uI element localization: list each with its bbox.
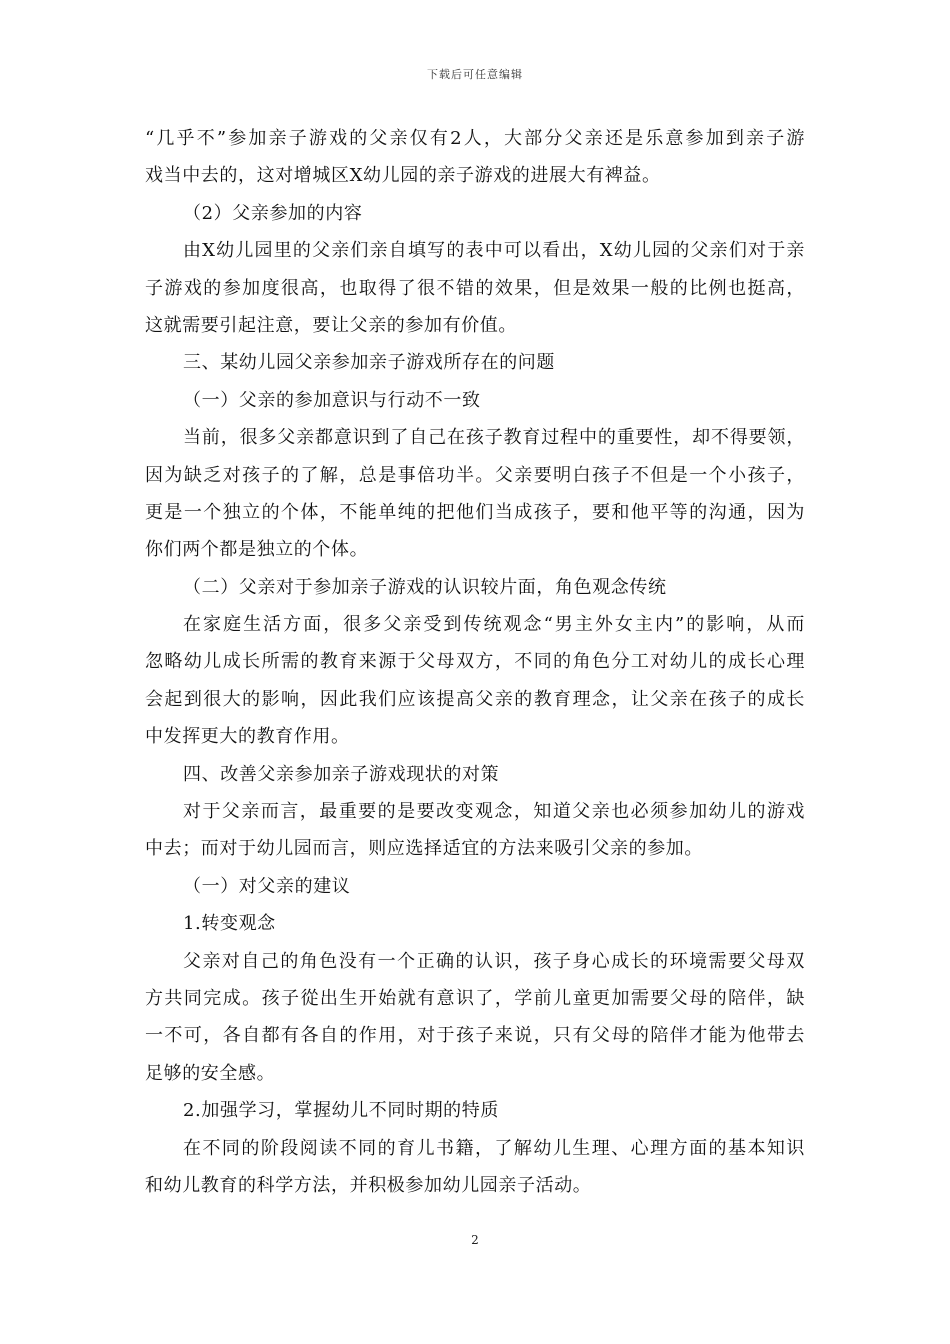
text-line: 你们两个都是独立的个体。 xyxy=(145,539,369,561)
text-line: 更是一个独立的个体，不能单纯的把他们当成孩子，要和他平等的沟通，因为 xyxy=(145,501,805,523)
text-line: 一不可，各自都有各自的作用，对于孩子来说，只有父母的陪伴才能为他带去 xyxy=(145,1025,805,1047)
text-line: 这就需要引起注意，要让父亲的参加有价值。 xyxy=(145,314,517,336)
subsection-heading: （一）对父亲的建议 xyxy=(183,875,351,897)
text-line: 中去；而对于幼儿园而言，则应选择适宜的方法来吸引父亲的参加。 xyxy=(145,838,703,860)
section-heading: 四、改善父亲参加亲子游戏现状的对策 xyxy=(183,763,500,785)
page-number: 2 xyxy=(471,1233,479,1247)
subsection-heading: （二）父亲对于参加亲子游戏的认识较片面，角色观念传统 xyxy=(183,576,667,598)
text-line: 子游戏的参加度很高，也取得了很不错的效果，但是效果一般的比例也挺高， xyxy=(145,277,805,299)
text-line: 会起到很大的影响，因此我们应该提高父亲的教育理念，让父亲在孩子的成长 xyxy=(145,688,805,710)
subsection-heading: （2）父亲参加的内容 xyxy=(183,202,363,224)
text-line: “几乎不”参加亲子游戏的父亲仅有2人，大部分父亲还是乐意参加到亲子游 xyxy=(145,128,805,149)
text-line: 中发挥更大的教育作用。 xyxy=(145,726,350,748)
text-line: 当前，很多父亲都意识到了自己在孩子教育过程中的重要性，却不得要领， xyxy=(183,427,805,449)
text-line: 在不同的阶段阅读不同的育儿书籍，了解幼儿生理、心理方面的基本知识 xyxy=(183,1137,805,1159)
text-line: 由X幼儿园里的父亲们亲自填写的表中可以看出，X幼儿园的父亲们对于亲 xyxy=(183,240,805,262)
text-line: 方共同完成。孩子從出生开始就有意识了，学前儿童更加需要父母的陪伴，缺 xyxy=(145,987,805,1009)
subsection-heading: 2.加强学习，掌握幼儿不同时期的特质 xyxy=(183,1100,499,1122)
text-line: 忽略幼儿成长所需的教育来源于父母双方，不同的角色分工对幼儿的成长心理 xyxy=(145,651,805,673)
text-line: 足够的安全感。 xyxy=(145,1062,276,1084)
body-text xyxy=(145,120,805,1204)
page-header: 下载后可任意编辑 xyxy=(427,68,523,81)
section-heading: 三、某幼儿园父亲参加亲子游戏所存在的问题 xyxy=(183,352,555,374)
text-line: 戏当中去的，这对增城区X幼儿园的亲子游戏的进展大有裨益。 xyxy=(145,165,661,187)
subsection-heading: （一）父亲的参加意识与行动不一致 xyxy=(183,389,481,411)
subsection-heading: 1.转变观念 xyxy=(183,913,276,935)
text-line: 对于父亲而言，最重要的是要改变观念，知道父亲也必须参加幼儿的游戏 xyxy=(183,801,805,823)
text-line: 父亲对自己的角色没有一个正确的认识，孩子身心成长的环境需要父母双 xyxy=(183,950,805,972)
text-line: 因为缺乏对孩子的了解，总是事倍功半。父亲要明白孩子不但是一个小孩子， xyxy=(145,464,805,486)
text-line: 和幼儿教育的科学方法，并积极参加幼儿园亲子活动。 xyxy=(145,1174,592,1196)
text-line: 在家庭生活方面，很多父亲受到传统观念“男主外女主内”的影响，从而 xyxy=(183,614,805,636)
